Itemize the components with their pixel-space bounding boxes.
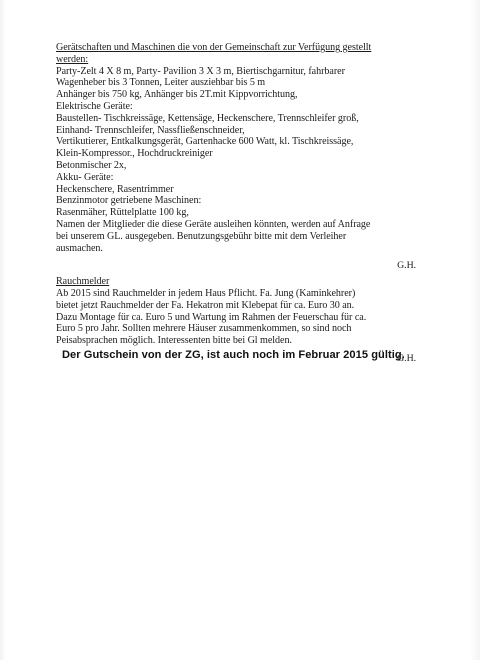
section-equipment-title-line-1: Gerätschaften und Maschinen die von der Gemeinschaft zur Verfügung gestellt: [56, 42, 372, 53]
smoke-detector-line: Peisabsprachen möglich. Interessenten bitte bei Gl melden.: [56, 335, 292, 347]
equipment-line: bei unserem GL. ausgegeben. Benutzungsgebühr bitte mit dem Verleiher: [56, 230, 347, 242]
voucher-notice: Der Gutschein von der ZG, ist auch noch im Februar 2015 gültig.: [62, 349, 405, 361]
section-smoke-detector-title: Rauchmelder: [56, 276, 110, 288]
equipment-line: Klein-Kompressor., Hochdruckreiniger: [56, 148, 213, 160]
section-equipment-title-line-2: werden:: [56, 53, 89, 65]
equipment-line: Akku- Geräte:: [56, 171, 114, 183]
equipment-line: Namen der Mitglieder die diese Geräte ausleihen könnten, werden auf Anfrage: [56, 218, 371, 230]
section-smoke-detector-signature: G.H.: [397, 352, 416, 364]
equipment-line: Wagenheber bis 3 Tonnen, Leiter ausziehbar bis 5 m: [56, 77, 266, 89]
equipment-line: Heckenschere, Rasentrimmer: [56, 183, 174, 195]
equipment-line: Rasenmäher, Rüttelplatte 100 kg,: [56, 207, 189, 219]
equipment-line: ausmachen.: [56, 242, 103, 254]
smoke-detector-line: bietet jetzt Rauchmelder der Fa. Hekatron mit Klebepat für ca. Euro 30 an.: [56, 299, 355, 311]
equipment-line: Betonmischer 2x,: [56, 159, 127, 171]
section-equipment: [56, 42, 416, 272]
equipment-line: Baustellen- Tischkreissäge, Kettensäge, Heckenschere, Trennschleifer groß,: [56, 112, 359, 124]
equipment-line: Vertikutierer, Entkalkungsgerät, Gartenhacke 600 Watt, kl. Tischkreissäge,: [56, 136, 354, 148]
equipment-line: Party-Zelt 4 X 8 m, Party- Pavilion 3 X 3 m, Biertischgarnitur, fahrbarer: [56, 65, 345, 77]
equipment-line: Einhand- Trennschleifer, Nassfließenschneider,: [56, 124, 245, 136]
section-equipment-signature: G.H.: [397, 260, 416, 272]
smoke-detector-line: Euro 5 pro Jahr. Sollten mehrere Häuser zusammenkommen, so sind noch: [56, 323, 352, 335]
equipment-line: Elektrische Geräte:: [56, 100, 133, 112]
equipment-line: Benzinmotor getriebene Maschinen:: [56, 195, 202, 207]
equipment-line: Anhänger bis 750 kg, Anhänger bis 2T.mit Kippvorrichtung,: [56, 89, 298, 101]
smoke-detector-line: Dazu Montage für ca. Euro 5 und Wartung im Rahmen der Feuerschau für ca.: [56, 311, 367, 323]
smoke-detector-line: Ab 2015 sind Rauchmelder in jedem Haus Pflicht. Fa. Jung (Kaminkehrer): [56, 287, 356, 299]
document-body: [56, 42, 416, 365]
